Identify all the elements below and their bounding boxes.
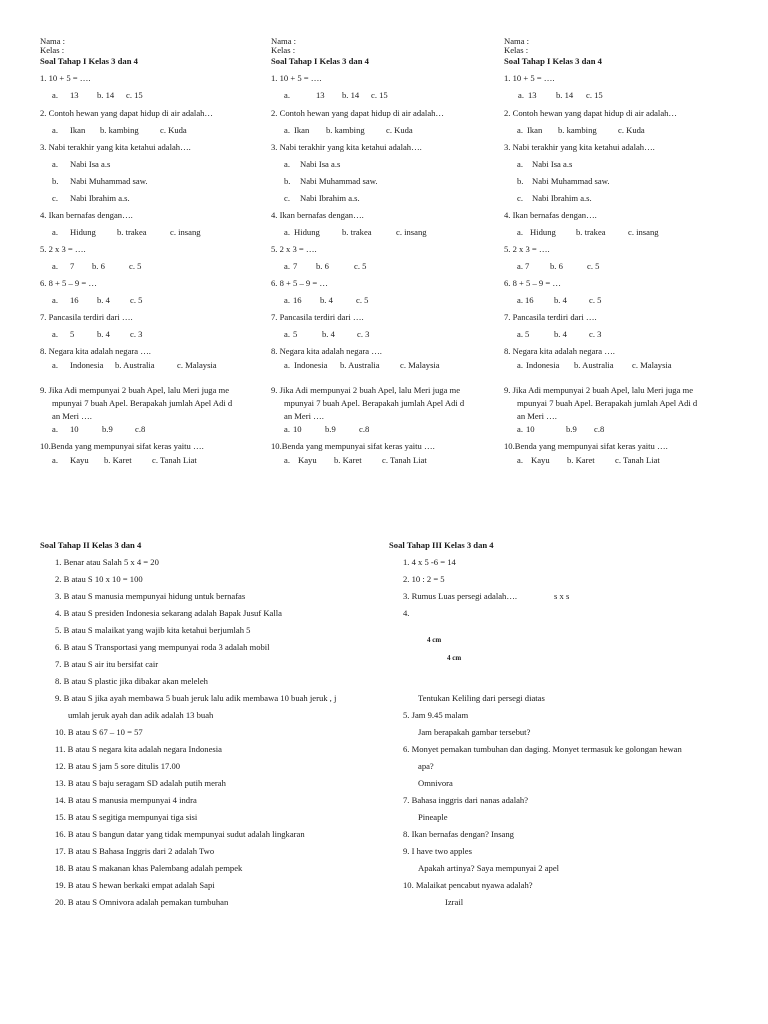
tahap1-title: Soal Tahap I Kelas 3 dan 4	[40, 56, 138, 66]
list-item: 6. Monyet pemakan tumbuhan dan daging. Monyet termasuk ke golongan hewan	[403, 744, 682, 754]
option: b. kambing	[100, 125, 139, 135]
question-4: 4. Ikan bernafas dengan….	[504, 210, 597, 220]
option: c.	[52, 193, 58, 203]
option: c. insang	[628, 227, 659, 237]
option: c.	[517, 193, 523, 203]
option: a.	[52, 329, 58, 339]
question-4: 4. Ikan bernafas dengan….	[40, 210, 133, 220]
question-5: 5. 2 x 3 = ….	[504, 244, 550, 254]
option: b. 4	[322, 329, 335, 339]
option: 5	[293, 329, 298, 339]
question-1: 1. 10 + 5 = ….	[271, 73, 322, 83]
dimension-label: 4 cm	[427, 636, 442, 644]
option: b. kambing	[558, 125, 597, 135]
option: a.	[284, 159, 290, 169]
list-item: 10. B atau S 67 – 10 = 57	[55, 727, 143, 737]
option: Kayu	[298, 455, 317, 465]
option: Nabi Isa a.s	[70, 159, 111, 169]
option: Hidung	[530, 227, 556, 237]
question-2: 2. Contoh hewan yang dapat hidup di air adalah…	[40, 108, 214, 118]
option: a.	[52, 455, 58, 465]
option: Indonesia	[70, 360, 104, 370]
question-9: 9. Jika Adi mempunyai 2 buah Apel, lalu Meri juga me	[40, 385, 230, 395]
question-text: apa?	[418, 761, 434, 771]
question-4: 4. Ikan bernafas dengan….	[271, 210, 364, 220]
option: a.	[284, 424, 290, 434]
question-6: 6. 8 + 5 – 9 = …	[504, 278, 561, 288]
option: 5	[70, 329, 75, 339]
question-2: 2. Contoh hewan yang dapat hidup di air adalah…	[271, 108, 445, 118]
option: 7	[70, 261, 75, 271]
option: c.	[284, 193, 290, 203]
option: c. Malaysia	[177, 360, 217, 370]
option: Ikan	[70, 125, 86, 135]
question-8: 8. Negara kita adalah negara ….	[40, 346, 151, 356]
option: a.	[517, 159, 523, 169]
option: b.9	[102, 424, 113, 434]
list-item: 8. Ikan bernafas dengan? Insang	[403, 829, 514, 839]
option: a.	[284, 329, 290, 339]
option: a.	[517, 360, 523, 370]
question-9: 9. Jika Adi mempunyai 2 buah Apel, lalu Meri juga me	[504, 385, 694, 395]
option: Indonesia	[294, 360, 328, 370]
option: b. 4	[320, 295, 333, 305]
answer-text: Pineaple	[418, 812, 448, 822]
option: b. trakea	[117, 227, 147, 237]
answer-text: Omnivora	[418, 778, 453, 788]
option: a.	[517, 455, 523, 465]
option: Ikan	[294, 125, 310, 135]
option: Nabi Ibrahim a.s.	[70, 193, 130, 203]
option: b. trakea	[576, 227, 606, 237]
option: Kayu	[70, 455, 89, 465]
question-9: 9. Jika Adi mempunyai 2 buah Apel, lalu Meri juga me	[271, 385, 461, 395]
option: c. 15	[586, 90, 603, 100]
option: b. 4	[554, 329, 567, 339]
option: a.	[284, 455, 290, 465]
option: b.	[284, 176, 291, 186]
nama-label: Nama :	[504, 36, 530, 46]
option: a.	[52, 125, 58, 135]
option: b. 4	[554, 295, 567, 305]
list-item: 10. Malaikat pencabut nyawa adalah?	[403, 880, 533, 890]
list-item: 15. B atau S segitiga mempunyai tiga sisi	[55, 812, 198, 822]
option: a.	[52, 295, 58, 305]
answer-text: s x s	[554, 591, 570, 601]
question-3: 3. Nabi terakhir yang kita ketahui adalah….	[271, 142, 422, 152]
option: c. 15	[371, 90, 388, 100]
option: b. kambing	[326, 125, 365, 135]
question-6: 6. 8 + 5 – 9 = …	[40, 278, 97, 288]
option: b. 6	[316, 261, 329, 271]
option: b.9	[325, 424, 336, 434]
option: b. Australia	[574, 360, 614, 370]
list-item: 7. Bahasa inggris dari nanas adalah?	[403, 795, 529, 805]
option: 16	[70, 295, 79, 305]
question-10: 10.Benda yang mempunyai sifat keras yaitu ….	[271, 441, 435, 451]
option: b. Karet	[334, 455, 362, 465]
option: b. 6	[92, 261, 105, 271]
option: b. 14	[556, 90, 574, 100]
option: a.	[517, 227, 523, 237]
option: Hidung	[70, 227, 96, 237]
list-item: 2. 10 : 2 = 5	[403, 574, 445, 584]
list-item: 8. B atau S plastic jika dibakar akan meleleh	[55, 676, 208, 686]
list-item: 17. B atau S Bahasa Inggris dari 2 adalah Two	[55, 846, 215, 856]
option: c. 5	[356, 295, 369, 305]
question-2: 2. Contoh hewan yang dapat hidup di air adalah…	[504, 108, 678, 118]
option: c. Malaysia	[632, 360, 672, 370]
list-item: 9. I have two apples	[403, 846, 472, 856]
option: c. insang	[170, 227, 201, 237]
option: b. trakea	[342, 227, 372, 237]
option: b. 14	[97, 90, 115, 100]
option: c. 5	[354, 261, 367, 271]
list-item: 9. B atau S jika ayah membawa 5 buah jeruk lalu adik membawa 10 buah jeruk , j	[55, 693, 337, 703]
option: Nabi Muhammad saw.	[532, 176, 610, 186]
question-7: 7. Pancasila terdiri dari ….	[504, 312, 597, 322]
option: 16	[525, 295, 534, 305]
option: a.	[52, 261, 58, 271]
option: a.	[518, 90, 524, 100]
kelas-label: Kelas :	[40, 45, 65, 55]
list-item: 5. Jam 9.45 malam	[403, 710, 469, 720]
option: a.	[517, 424, 523, 434]
option: a.	[52, 424, 58, 434]
kelas-label: Kelas :	[504, 45, 529, 55]
list-item: 5. B atau S malaikat yang wajib kita ketahui berjumlah 5	[55, 625, 251, 635]
list-item: 16. B atau S bangun datar yang tidak mempunyai sudut adalah lingkaran	[55, 829, 305, 839]
option: c.8	[594, 424, 605, 434]
option: Nabi Isa a.s	[300, 159, 341, 169]
option: a.	[284, 295, 290, 305]
question-9-line-2: mpunyai 7 buah Apel. Berapakah jumlah Apel Adi d	[517, 398, 698, 408]
option: 13	[528, 90, 537, 100]
option: c. 3	[357, 329, 370, 339]
list-item: 11. B atau S negara kita adalah negara Indonesia	[55, 744, 222, 754]
question-3: 3. Nabi terakhir yang kita ketahui adalah….	[504, 142, 655, 152]
option: a.	[52, 90, 58, 100]
nama-label: Nama :	[271, 36, 297, 46]
question-10: 10.Benda yang mempunyai sifat keras yaitu ….	[40, 441, 204, 451]
list-item: 2. B atau S 10 x 10 = 100	[55, 574, 143, 584]
list-item: 4. B atau S presiden Indonesia sekarang adalah Bapak Jusuf Kalla	[55, 608, 282, 618]
list-item: 13. B atau S baju seragam SD adalah putih merah	[55, 778, 226, 788]
question-9-line-3: an Meri ….	[52, 411, 92, 421]
option: b.9	[566, 424, 577, 434]
option: c. 3	[130, 329, 143, 339]
option: c. Tanah Liat	[382, 455, 427, 465]
option: a.	[284, 261, 290, 271]
list-item: 18. B atau S makanan khas Palembang adalah pempek	[55, 863, 243, 873]
list-item-continuation: umlah jeruk ayah dan adik adalah 13 buah	[68, 710, 214, 720]
option: a.	[517, 329, 523, 339]
option: c. Tanah Liat	[615, 455, 660, 465]
question-8: 8. Negara kita adalah negara ….	[271, 346, 382, 356]
option: a.	[52, 360, 58, 370]
option: c. Kuda	[386, 125, 413, 135]
option: c. 5	[587, 261, 600, 271]
option: a.	[517, 261, 523, 271]
option: 13	[70, 90, 79, 100]
option: b.	[52, 176, 59, 186]
question-9-line-2: mpunyai 7 buah Apel. Berapakah jumlah Apel Adi d	[52, 398, 233, 408]
tahap2-title: Soal Tahap II Kelas 3 dan 4	[40, 540, 142, 550]
option: 10	[526, 424, 535, 434]
option: c. Kuda	[160, 125, 187, 135]
option: a.	[284, 90, 290, 100]
tahap1-title: Soal Tahap I Kelas 3 dan 4	[271, 56, 369, 66]
option: a.	[52, 227, 58, 237]
option: 5	[525, 329, 530, 339]
option: c. insang	[396, 227, 427, 237]
list-item: 1. 4 x 5 -6 = 14	[403, 557, 456, 567]
option: c. 5	[589, 295, 602, 305]
option: b.	[517, 176, 524, 186]
option: Nabi Muhammad saw.	[70, 176, 148, 186]
question-8: 8. Negara kita adalah negara ….	[504, 346, 615, 356]
option: a.	[517, 295, 523, 305]
question-5: 5. 2 x 3 = ….	[40, 244, 86, 254]
option: c. Malaysia	[400, 360, 440, 370]
question-7: 7. Pancasila terdiri dari ….	[271, 312, 364, 322]
option: c. 3	[589, 329, 602, 339]
question-9-line-2: mpunyai 7 buah Apel. Berapakah jumlah Apel Adi d	[284, 398, 465, 408]
question-text: Apakah artinya? Saya mempunyai 2 apel	[418, 863, 560, 873]
kelas-label: Kelas :	[271, 45, 296, 55]
option: b. 4	[97, 329, 110, 339]
option: c.8	[359, 424, 370, 434]
option: c.8	[135, 424, 146, 434]
option: Ikan	[527, 125, 543, 135]
option: a.	[284, 227, 290, 237]
option: 7	[293, 261, 298, 271]
answer-text: Izrail	[445, 897, 464, 907]
option: c. Kuda	[618, 125, 645, 135]
list-item: 14. B atau S manusia mempunyai 4 indra	[55, 795, 197, 805]
option: Kayu	[531, 455, 550, 465]
list-item: 12. B atau S jam 5 sore ditulis 17.00	[55, 761, 181, 771]
option: Indonesia	[526, 360, 560, 370]
option: Nabi Muhammad saw.	[300, 176, 378, 186]
option: c. 15	[126, 90, 143, 100]
tahap3-title: Soal Tahap III Kelas 3 dan 4	[389, 540, 494, 550]
question-5: 5. 2 x 3 = ….	[271, 244, 317, 254]
option: Nabi Isa a.s	[532, 159, 573, 169]
option: 7	[525, 261, 530, 271]
option: c. Tanah Liat	[152, 455, 197, 465]
option: c. 5	[130, 295, 143, 305]
list-item: 3. Rumus Luas persegi adalah….	[403, 591, 518, 601]
question-1: 1. 10 + 5 = ….	[40, 73, 91, 83]
option: 13	[316, 90, 325, 100]
question-7: 7. Pancasila terdiri dari ….	[40, 312, 133, 322]
option: a.	[284, 125, 290, 135]
option: b. Karet	[104, 455, 132, 465]
option: 10	[70, 424, 79, 434]
question-10: 10.Benda yang mempunyai sifat keras yaitu ….	[504, 441, 668, 451]
list-item: 7. B atau S air itu bersifat cair	[55, 659, 159, 669]
option: b. 6	[550, 261, 563, 271]
list-item: 20. B atau S Omnivora adalah pemakan tumbuhan	[55, 897, 229, 907]
option: 16	[293, 295, 302, 305]
dimension-label: 4 cm	[447, 654, 462, 662]
option: a.	[284, 360, 290, 370]
question-1: 1. 10 + 5 = ….	[504, 73, 555, 83]
list-item: 3. B atau S manusia mempunyai hidung untuk bernafas	[55, 591, 246, 601]
option: b. Karet	[567, 455, 595, 465]
option: Nabi Ibrahim a.s.	[300, 193, 360, 203]
question-text: Tentukan Keliling dari persegi diatas	[418, 693, 545, 703]
question-6: 6. 8 + 5 – 9 = …	[271, 278, 328, 288]
option: c. 5	[129, 261, 142, 271]
question-9-line-3: an Meri ….	[517, 411, 557, 421]
nama-label: Nama :	[40, 36, 66, 46]
list-item: 4.	[403, 608, 410, 618]
list-item: 1. Benar atau Salah 5 x 4 = 20	[55, 557, 159, 567]
option: b. 4	[97, 295, 110, 305]
option: b. Australia	[115, 360, 155, 370]
option: b. Australia	[340, 360, 380, 370]
question-text: Jam berapakah gambar tersebut?	[418, 727, 531, 737]
question-9-line-3: an Meri ….	[284, 411, 324, 421]
list-item: 6. B atau S Transportasi yang mempunyai roda 3 adalah mobil	[55, 642, 270, 652]
option: 10	[293, 424, 302, 434]
option: Hidung	[294, 227, 320, 237]
option: Nabi Ibrahim a.s.	[532, 193, 592, 203]
list-item: 19. B atau S hewan berkaki empat adalah Sapi	[55, 880, 215, 890]
option: a.	[52, 159, 58, 169]
option: a.	[517, 125, 523, 135]
tahap1-title: Soal Tahap I Kelas 3 dan 4	[504, 56, 602, 66]
option: b. 14	[342, 90, 360, 100]
question-3: 3. Nabi terakhir yang kita ketahui adalah….	[40, 142, 191, 152]
